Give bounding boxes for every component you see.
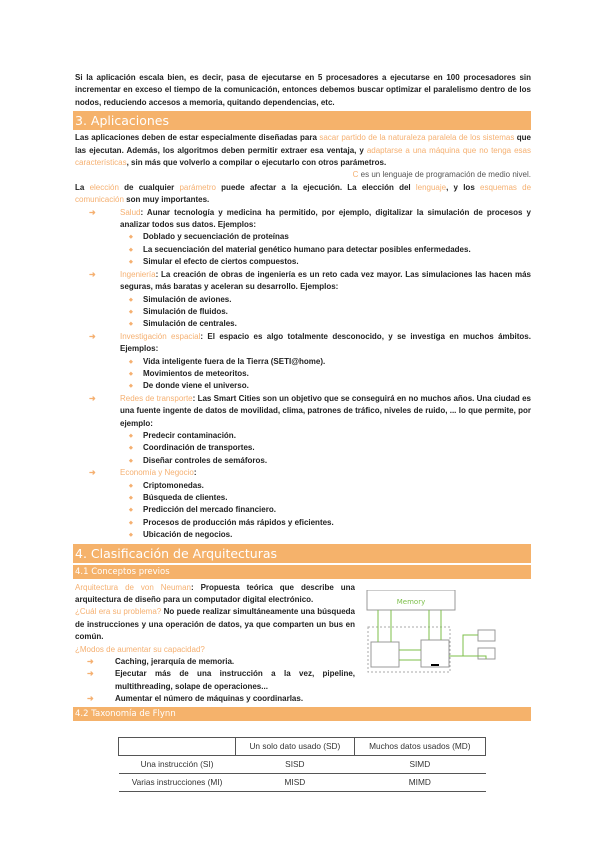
example-item: ◆ Coordinación de transportes. <box>75 442 531 454</box>
section-heading-aplicaciones: 3. Aplicaciones <box>73 111 531 130</box>
header-cell: Un solo dato usado (SD) <box>236 737 355 755</box>
bullet-icon: ◆ <box>129 507 133 514</box>
example-item: ◆ Simulación de centrales. <box>75 318 531 330</box>
flynn-taxonomy-table <box>118 737 486 792</box>
section-heading-clasificacion: 4. Clasificación de Arquitecturas <box>73 544 531 563</box>
applications-list <box>75 207 531 542</box>
arrow-icon: ➜ <box>89 331 96 341</box>
bullet-icon: ◆ <box>129 383 133 390</box>
bullet-icon: ◆ <box>129 296 133 303</box>
arrow-icon: ➜ <box>89 269 96 279</box>
bullet-icon: ◆ <box>129 358 133 365</box>
bullet-icon: ◆ <box>129 308 133 315</box>
bullet-icon: ◆ <box>129 495 133 501</box>
bullet-icon: ◆ <box>129 445 133 452</box>
example-item: ◆ Procesos de producción más rápidos y eficientes. <box>75 517 531 529</box>
bullet-icon: ◆ <box>129 457 133 464</box>
header-cell: Muchos datos usados (MD) <box>354 737 485 755</box>
row-label: Una instrucción (SI) <box>119 755 236 773</box>
bullet-icon: ◆ <box>129 321 133 328</box>
example-item: ◆ Criptomonedas. <box>75 480 531 492</box>
example-item: ◆ Simular el efecto de ciertos compuestos. <box>75 256 531 268</box>
application-item: ➜ Investigación espacial: El espacio es algo totalmente desconocido, y se investiga en muchos ámbitos. Ejemplos: <box>89 331 531 354</box>
mode-item: ➜ Caching, jerarquía de memoria. <box>75 656 355 668</box>
bullet-icon: ◆ <box>129 432 133 439</box>
example-item: ◆ La secuenciación del material genético humano para detectar posibles enfermedades. <box>75 244 531 256</box>
arrow-icon: ➜ <box>87 694 94 704</box>
bullet-icon: ◆ <box>129 234 133 241</box>
arrow-icon: ➜ <box>89 468 96 478</box>
mode-item: ➜ Aumentar el número de máquinas y coordinarlas. <box>75 693 355 705</box>
application-item: ➜ Ingeniería: La creación de obras de ingeniería es un reto cada vez mayor. Las simulaciones las hacen más seguras, más baratas y aceleran su desarrollo. Ejemplos: <box>89 269 531 292</box>
example-item: ◆ Vida inteligente fuera de la Tierra (SETI@home). <box>75 356 531 368</box>
example-item: ◆ Movimientos de meteoritos. <box>75 368 531 380</box>
von-neumann-diagram <box>365 590 525 690</box>
application-item: ➜ Economía y Negocio: <box>75 467 531 479</box>
cell: SIMD <box>354 755 485 773</box>
side-note: C es un lenguaje de programación de medio nivel. <box>352 170 531 180</box>
example-item: ◆ Simulación de aviones. <box>75 294 531 306</box>
application-item: ➜ Redes de transporte: Las Smart Cities son un objetivo que se conseguirá en no muchos años. Una ciudad es una fuente ingente de datos de movilidad, clima, patrones de tráfico, niveles de ruido, ... lo que permite, por ejemplo: <box>89 393 532 428</box>
table-row <box>119 755 486 773</box>
example-item: ◆ Ubicación de negocios. <box>75 529 531 541</box>
table-header-row <box>119 737 486 755</box>
conceptos-text: Arquitectura de von Neuman: Propuesta teórica que describe una arquitectura de diseño para un computador digital electrónico. ¿Cuál era su problema? No puede realizar simultáneamente una búsqueda de instrucciones y una operación de datos, ya que comparten un bus en común. ¿Modos de aumentar su capacidad? ➜ Caching, jerarquía de memoria. ➜ Ejecutar más de una instrucción a la vez, pipeline, multithreading, solape de operaciones... ➜ Aumentar el número de máquinas y coordinarlas. <box>73 582 355 706</box>
example-item: ◆ Simulación de fluidos. <box>75 306 531 318</box>
example-item: ◆ Predicción del mercado financiero. <box>75 504 531 516</box>
bullet-icon: ◆ <box>129 246 133 253</box>
memory-label: Memory <box>396 597 426 606</box>
cell: SISD <box>236 755 355 773</box>
example-item: ◆ Diseñar controles de semáforos. <box>75 455 531 467</box>
intro-paragraph: Si la aplicación escala bien, es decir, pasa de ejecutarse en 5 procesadores a ejecutarse en 100 procesadores sin incrementar en exceso el tiempo de la comunicación, entonces debemos buscar optimizar el paralelismo dentro de los nodos, reduciendo accesos a memoria, quitando dependencias, etc. <box>75 73 531 107</box>
arrow-icon: ➜ <box>89 207 96 217</box>
example-item: ◆ Doblado y secuenciación de proteínas <box>75 231 531 243</box>
table-row <box>119 773 486 791</box>
subsection-heading-conceptos: 4.1 Conceptos previos <box>73 565 531 579</box>
arrow-icon: ➜ <box>89 393 96 403</box>
example-item: ◆ Búsqueda de clientes. <box>75 492 531 504</box>
application-item: ➜ Salud: Aunar tecnología y medicina ha permitido, por ejemplo, digitalizar la simulación de procesos y analizar todos sus datos. Ejemplos: <box>89 207 531 230</box>
mode-item: ➜ Ejecutar más de una instrucción a la vez, pipeline, multithreading, solape de operaciones... <box>87 669 355 691</box>
example-item: ◆ De donde viene el universo. <box>75 380 531 392</box>
subsection-heading-taxonomia: 4.2 Taxonomía de Flynn <box>73 707 531 721</box>
bullet-icon: ◆ <box>129 259 133 266</box>
cell: MISD <box>236 773 355 791</box>
example-item: ◆ Predecir contaminación. <box>75 430 531 442</box>
arrow-icon: ➜ <box>87 669 94 679</box>
cell: MIMD <box>354 773 485 791</box>
bullet-icon: ◆ <box>129 370 133 377</box>
bullet-icon: ◆ <box>129 532 133 539</box>
bullet-icon: ◆ <box>129 519 133 526</box>
header-cell <box>119 737 236 755</box>
aplicaciones-paragraph: Las aplicaciones deben de estar especialmente diseñadas para sacar partido de la naturaleza paralela de los sistemas que las ejecutan. Además, los algoritmos deben permitir extraer esa ventaja, y adaptarse a una máquina que no tenga esas características, sin más que volverlo a compilar o ejecutarlo con otros parámetros. C es un lenguaje de programación de medio nivel. La elección de cualquier parámetro puede afectar a la ejecución. La elección del lenguaje, y los esquemas de comunicación son muy importantes. ➜ Salud: Aunar tecnología y medicina ha permitido, por ejemplo, digitalizar la simulación de procesos y analizar todos sus datos. Ejemplos: ◆ Doblado y secuenciación de proteínas ◆ La secuenciación del material genético humano para detectar posibles enfermedades. ◆ Simular el efecto de ciertos compuestos. ➜ Ingeniería: La creación de obras de ingeniería es un reto cada vez mayor. Las simulaciones las hacen más seguras, más baratas y aceleran su desarrollo. Ejemplos: ◆ Simulación de aviones. ◆ Simulación de fluidos. ◆ Simulación de centrales. ➜ Investigación espacial: El espacio es algo totalmente desconocido, y se investiga en muchos ámbitos. Ejemplos: ◆ Vida inteligente fuera de la Tierra (SETI@home). ◆ Movimientos de meteoritos. ◆ De donde viene el universo. ➜ Redes de transporte: Las Smart Cities son un objetivo que se conseguirá en no muchos años. Una ciudad es una fuente ingente de datos de movilidad, clima, patrones de tráfico, niveles de ruido, ... lo que permite, por ejemplo: ◆ Predecir contaminación. ◆ Coordinación de transportes. ◆ Diseñar controles de semáforos. ➜ Economía y Negocio: ◆ Criptomonedas. ◆ Búsqueda de clientes. ◆ Predicción del mercado financiero. ◆ Procesos de producción más rápidos y eficientes. ◆ Ubicación de negocios. <box>73 132 531 541</box>
arrow-icon: ➜ <box>87 657 94 667</box>
bullet-icon: ◆ <box>129 482 133 489</box>
row-label: Varias instrucciones (MI) <box>119 773 236 791</box>
